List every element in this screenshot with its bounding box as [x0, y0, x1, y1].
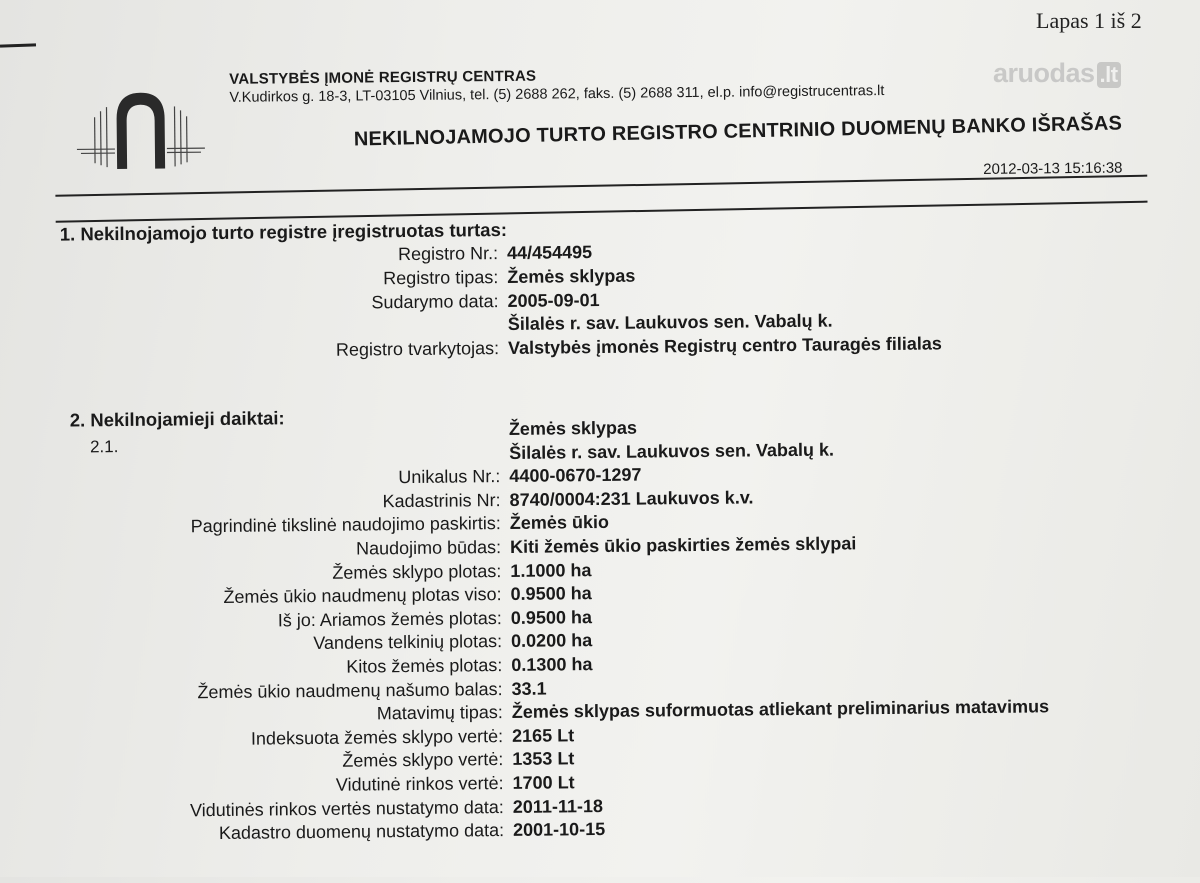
field-label: Registro Nr.:	[398, 243, 498, 265]
field-label: Kadastro duomenų nustatymo data:	[219, 820, 504, 844]
field-label: Vidutinė rinkos vertė:	[336, 773, 504, 796]
field-label: Kitos žemės plotas:	[346, 655, 502, 678]
field-label: Naudojimo būdas:	[356, 537, 501, 560]
field-label: Indeksuota žemės sklypo vertė:	[251, 726, 503, 750]
document-title: NEKILNOJAMOJO TURTO REGISTRO CENTRINIO DUOMENŲ BANKO IŠRAŠAS	[354, 112, 1123, 151]
field-label: Pagrindinė tikslinė naudojimo paskirtis:	[191, 513, 501, 537]
field-value: Žemės ūkio	[510, 512, 609, 534]
field-label: Unikalus Nr.:	[398, 466, 500, 488]
field-value: 2005-09-01	[507, 290, 599, 312]
field-value: 4400-0670-1297	[509, 465, 641, 487]
field-value: 0.1300 ha	[511, 654, 592, 676]
watermark-tld: .lt	[1097, 62, 1121, 88]
registry-logo-icon	[74, 86, 207, 173]
field-label: Kadastrinis Nr:	[382, 490, 500, 512]
page-number: Lapas 1 iš 2	[1036, 8, 1142, 34]
field-value: 0.0200 ha	[511, 630, 592, 652]
field-value: Žemės sklypas	[509, 418, 637, 440]
field-label: Žemės sklypo vertė:	[342, 749, 503, 772]
field-label: Sudarymo data:	[371, 291, 498, 313]
field-label: Vidutinės rinkos vertės nustatymo data:	[190, 797, 504, 821]
field-value: 0.9500 ha	[511, 583, 592, 605]
field-value: 2001-10-15	[513, 819, 605, 841]
field-value: Šilalės r. sav. Laukuvos sen. Vabalų k.	[509, 439, 834, 463]
field-value: 0.9500 ha	[511, 607, 592, 629]
org-name: VALSTYBĖS ĮMONĖ REGISTRŲ CENTRAS	[229, 68, 536, 88]
field-label: Žemės ūkio naudmenų plotas viso:	[223, 584, 501, 608]
section2-title: 2. Nekilnojamieji daiktai:	[70, 407, 285, 431]
field-value: 1353 Lt	[512, 749, 574, 771]
watermark-text: aruodas	[993, 58, 1095, 88]
field-label: Žemės sklypo plotas:	[332, 561, 501, 584]
field-label: Matavimų tipas:	[377, 702, 503, 724]
field-value: Žemės sklypas suformuotas atliekant preliminarius matavimus	[512, 697, 1049, 724]
org-address: V.Kudirkos g. 18-3, LT-03105 Vilnius, tel. (5) 2688 262, faks. (5) 2688 311, el.p. info@registrucentras.lt	[229, 83, 884, 106]
field-value: Šilalės r. sav. Laukuvos sen. Vabalų k.	[508, 311, 833, 335]
field-value: 44/454495	[507, 242, 592, 264]
field-label: Vandens telkinių plotas:	[313, 631, 502, 654]
field-value: 1.1000 ha	[510, 560, 591, 582]
field-label: Registro tvarkytojas:	[336, 338, 499, 361]
item-number: 2.1.	[90, 437, 119, 457]
field-value: 33.1	[511, 678, 546, 699]
field-value: Kiti žemės ūkio paskirties žemės sklypai	[510, 533, 856, 558]
field-value: 2165 Lt	[512, 725, 574, 747]
section-rule	[56, 201, 1148, 223]
field-value: 1700 Lt	[512, 772, 574, 794]
field-value: Valstybės įmonės Registrų centro Tauragės filialas	[508, 334, 942, 360]
field-label: Žemės ūkio naudmenų našumo balas:	[197, 679, 502, 703]
section2-rows	[0, 0, 1195, 6]
section1-rows	[0, 0, 1195, 6]
field-value: 2011-11-18	[513, 796, 603, 818]
field-label: Iš jo: Ariamos žemės plotas:	[278, 608, 502, 631]
field-value: Žemės sklypas	[507, 265, 635, 287]
section1-title: 1. Nekilnojamojo turto registre įregistruotas turtas:	[60, 219, 507, 246]
timestamp: 2012-03-13 15:16:38	[983, 160, 1122, 178]
field-value: 8740/0004:231 Laukuvos k.v.	[510, 487, 754, 511]
field-label: Registro tipas:	[383, 267, 498, 289]
